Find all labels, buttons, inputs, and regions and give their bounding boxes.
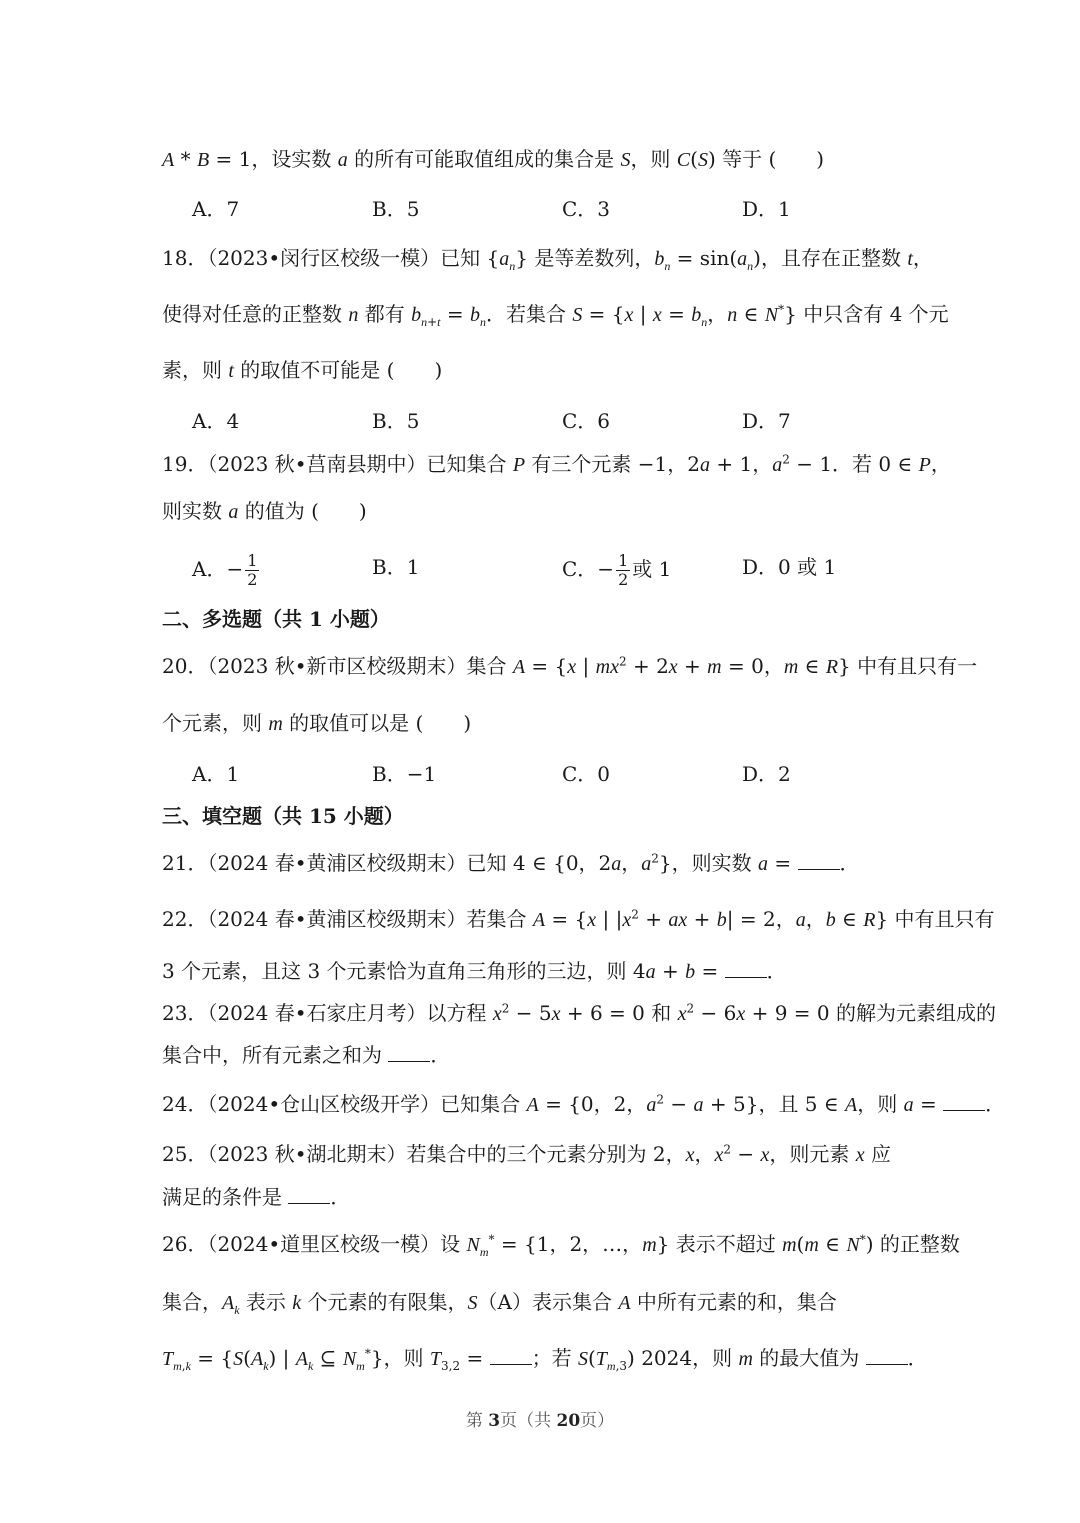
q19-option-c: C．− $\frac{1}{2}$ 或 1 (562, 551, 672, 589)
footer-middle: 页（共 (500, 1411, 557, 1431)
q18-options (0, 406, 1080, 436)
q20-line-2: 个元素，则 m 的取值可以是 ( ) (162, 711, 472, 735)
q26-line-3: $T_{m,k} = \{S(A_k)$ | $A_k$ ⊆ $N_m^*$}，则 $T_{3,2}$ = ；若 $S(T_{m,3})$ 2024，则 m 的最大值为 ． (162, 1346, 928, 1373)
section-heading-multi-choice: 二、多选题（共 1 小题） (162, 607, 390, 631)
q24: 24．（2024•仓山区校级开学）已知集合 A = {0，2，$a^2 - a + 5$}，且 5 ∈ A，则 a = ． (162, 1092, 1006, 1116)
q22-line-2: 3 个元素，且这 3 个元素恰为直角三角形的三边，则 4a + b = ． (162, 959, 787, 983)
q19-line-1: 19．（2023 秋•莒南县期中）已知集合 P 有三个元素 −1，2a + 1，$a^2 - 1$．若 0 ∈ P， (162, 452, 951, 476)
q18-line-1: 18．（2023•闵行区校级一模）已知 $\{a_n\}$ 是等差数列，$b_n = \sin(a_n)$，且存在正整数 t， (162, 246, 933, 273)
answer-blank[interactable] (943, 1092, 985, 1111)
q21: 21．（2024 春•黄浦区校级期末）已知 4 ∈ {0，2a，$a^2$}，则实数 a = ． (162, 851, 860, 875)
q17-options (0, 194, 1080, 224)
q26-line-1: 26．（2024•道里区校级一模）设 $N_m^* = \{1$，2，…，m} 表示不超过 m(m ∈ N*) 的正整数 (162, 1232, 960, 1259)
q18-option-b: B．5 (372, 409, 420, 433)
answer-blank[interactable] (388, 1043, 430, 1062)
q18-line-2: 使得对任意的正整数 n 都有 $b_{n+t} = b_n$．若集合 S = {x | $x = b_n$，n ∈ N*} 中只含有 4 个元 (162, 302, 949, 329)
q23-line-1: 23．（2024 春•石家庄月考）以方程 $x^2 - 5x + 6 = 0$ 和 $x^2 - 6x + 9 = 0$ 的解为元素组成的 (162, 1001, 996, 1025)
answer-blank[interactable] (866, 1346, 908, 1365)
q19-options (0, 551, 1080, 589)
answer-blank[interactable] (490, 1346, 532, 1365)
q20-options (0, 759, 1080, 789)
q18-line-3: 素，则 t 的取值不可能是 ( ) (162, 358, 443, 382)
q25-line-2: 满足的条件是 ． (162, 1185, 351, 1209)
q19-option-d: D．0 或 1 (742, 555, 837, 579)
section-heading-fill-blank: 三、填空题（共 15 小题） (162, 804, 404, 828)
answer-blank[interactable] (798, 851, 840, 870)
q20-option-b: B．−1 (372, 762, 437, 786)
answer-blank[interactable] (288, 1185, 330, 1204)
q19-option-b: B．1 (372, 555, 420, 579)
q18-option-d: D．7 (742, 409, 791, 433)
page-footer (0, 1406, 1080, 1431)
answer-blank[interactable] (725, 959, 767, 978)
q17-option-a: A．7 (192, 197, 240, 221)
q26-line-2: 集合，$A_k$ 表示 k 个元素的有限集，S（A）表示集合 A 中所有元素的和，集合 (162, 1290, 837, 1317)
q17-option-d: D．1 (742, 197, 791, 221)
q20-option-c: C．0 (562, 762, 611, 786)
q20-option-d: D．2 (742, 762, 791, 786)
q25-line-1: 25．（2023 秋•湖北期末）若集合中的三个元素分别为 2，x，$x^2 - x$，则元素 x 应 (162, 1142, 891, 1166)
q20-option-a: A．1 (192, 762, 240, 786)
q17-option-c: C．3 (562, 197, 611, 221)
footer-current-page: 3 (488, 1411, 501, 1431)
q19-line-2: 则实数 a 的值为 ( ) (162, 499, 367, 523)
q18-option-a: A．4 (192, 409, 240, 433)
q17-option-b: B．5 (372, 197, 420, 221)
q23-line-2: 集合中，所有元素之和为 ． (162, 1043, 451, 1067)
q20-line-1: 20．（2023 秋•新市区校级期末）集合 A = {x | $mx^2 + 2x + m = 0$，m ∈ R} 中有且只有一 (162, 654, 978, 678)
q19-option-a: A．− $\frac{1}{2}$ (192, 551, 258, 589)
footer-suffix: 页） (580, 1411, 615, 1431)
footer-total-pages: 20 (556, 1411, 581, 1431)
q22-line-1: 22．（2024 春•黄浦区校级期末）若集合 A = {x | $|x^2$ + ax + b| = 2，a，b ∈ R} 中有且只有 (162, 907, 995, 931)
q17-stem-tail: A * B = 1，设实数 a 的所有可能取值组成的集合是 S，则 C(S) 等于 ( ) (162, 147, 825, 171)
q18-option-c: C．6 (562, 409, 611, 433)
footer-prefix: 第 (465, 1411, 489, 1431)
